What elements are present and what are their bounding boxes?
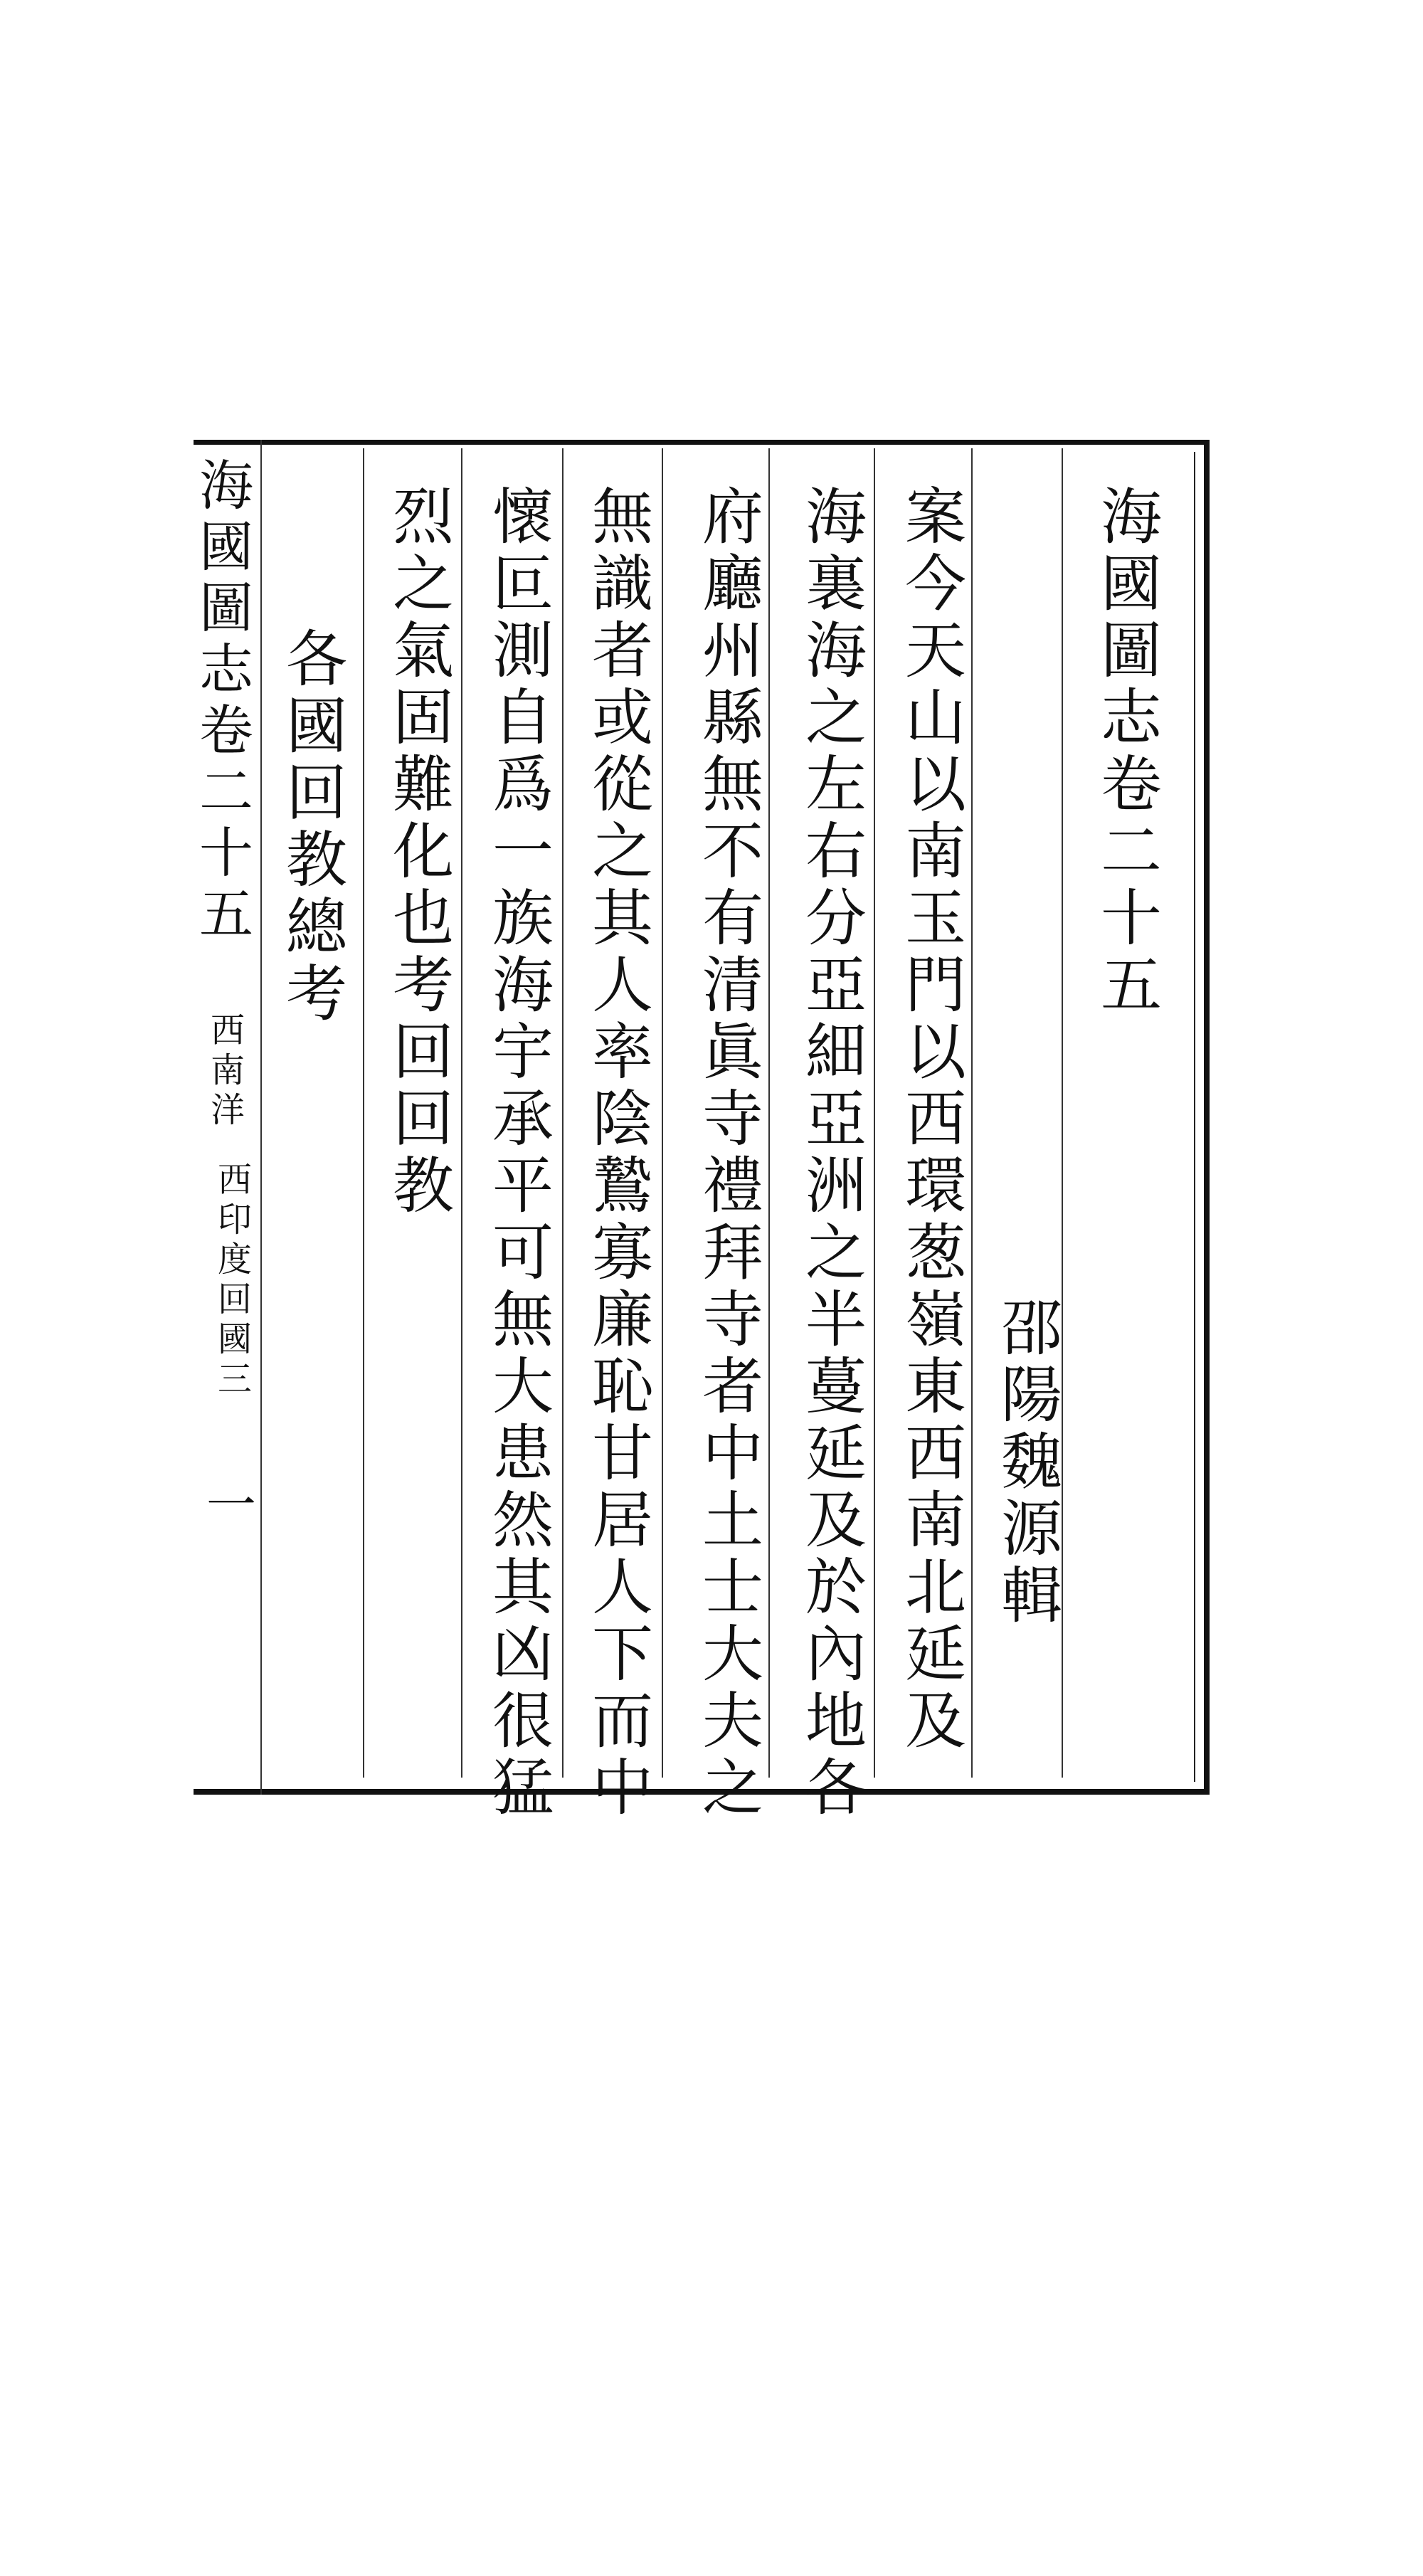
glyph: 回 <box>393 1017 454 1088</box>
glyph: 考 <box>286 959 347 1030</box>
text-line <box>384 484 462 1220</box>
glyph: 眞 <box>702 1017 763 1088</box>
glyph: 二 <box>1101 816 1162 887</box>
glyph: 陽 <box>1001 1360 1062 1431</box>
glyph: 西 <box>905 1418 966 1489</box>
glyph: 有 <box>702 883 763 954</box>
glyph: 門 <box>905 950 966 1021</box>
glyph: 平 <box>492 1151 554 1222</box>
glyph: 各 <box>286 624 347 695</box>
glyph: 嶺 <box>905 1284 966 1356</box>
glyph: 西 <box>905 1084 966 1155</box>
glyph: 難 <box>393 749 454 820</box>
glyph: 西 <box>210 1010 245 1050</box>
glyph: 地 <box>805 1686 867 1757</box>
glyph: 北 <box>905 1552 966 1623</box>
column-rule <box>662 448 663 1778</box>
text-column <box>896 484 975 1765</box>
glyph: 東 <box>905 1351 966 1422</box>
text-column <box>384 484 462 1765</box>
glyph: 凶 <box>492 1619 554 1690</box>
glyph: 今 <box>905 549 966 620</box>
margin-region-text <box>211 1010 245 1130</box>
glyph: 裏 <box>805 549 867 620</box>
glyph: 者 <box>702 1351 763 1422</box>
column-rule <box>363 448 364 1778</box>
glyph: 拜 <box>702 1218 763 1289</box>
glyph: 夫 <box>702 1686 763 1757</box>
glyph: 族 <box>492 883 554 954</box>
glyph: 邵 <box>1001 1293 1062 1364</box>
glyph: 大 <box>492 1351 554 1422</box>
glyph: 玉 <box>905 883 966 954</box>
section-heading-column <box>277 626 356 1907</box>
glyph: 大 <box>702 1619 763 1690</box>
glyph: 其 <box>592 883 653 954</box>
glyph: 案 <box>905 482 966 553</box>
glyph: 氣 <box>393 616 454 687</box>
margin-title-text <box>199 455 253 700</box>
glyph: 可 <box>492 1218 554 1289</box>
glyph: 考 <box>393 950 454 1021</box>
glyph: 恥 <box>592 1351 653 1422</box>
glyph: 海 <box>1101 482 1162 553</box>
glyph: 十 <box>199 821 253 885</box>
glyph: 寡 <box>592 1218 653 1289</box>
glyph: 叵 <box>492 549 554 620</box>
glyph: 總 <box>286 892 347 963</box>
glyph: 海 <box>805 616 867 687</box>
glyph: 承 <box>492 1084 554 1155</box>
glyph: 測 <box>492 616 554 687</box>
glyph: 回 <box>217 1279 252 1319</box>
glyph: 或 <box>592 682 653 754</box>
glyph: 圖 <box>199 576 253 640</box>
text-line <box>583 484 662 1822</box>
glyph: 南 <box>905 816 966 887</box>
glyph: 蔓 <box>805 1351 867 1422</box>
glyph: 宇 <box>492 1017 554 1088</box>
glyph: 三 <box>217 1359 252 1399</box>
page-number: 一 <box>206 1476 256 1534</box>
glyph: 左 <box>805 749 867 820</box>
author-line <box>993 1295 1071 1630</box>
glyph: 卷 <box>1101 749 1162 820</box>
glyph: 各 <box>805 1753 867 1824</box>
glyph: 人 <box>592 950 653 1021</box>
glyph: 也 <box>393 883 454 954</box>
margin-subsection <box>213 1160 256 1399</box>
glyph: 縣 <box>702 682 763 754</box>
glyph: 一 <box>492 816 554 887</box>
glyph: 教 <box>286 825 347 896</box>
glyph: 爲 <box>492 749 554 820</box>
glyph: 鷙 <box>592 1151 653 1222</box>
glyph: 分 <box>805 883 867 954</box>
glyph: 烈 <box>393 482 454 553</box>
glyph: 國 <box>286 691 347 762</box>
glyph: 以 <box>905 749 966 820</box>
glyph: 海 <box>805 482 867 553</box>
glyph: 以 <box>905 1017 966 1088</box>
glyph: 國 <box>1101 549 1162 620</box>
glyph: 無 <box>702 749 763 820</box>
glyph: 南 <box>905 1485 966 1556</box>
glyph: 源 <box>1001 1494 1062 1565</box>
glyph: 中 <box>592 1753 653 1824</box>
glyph: 之 <box>592 816 653 887</box>
glyph: 延 <box>805 1418 867 1489</box>
glyph: 從 <box>592 749 653 820</box>
glyph: 海 <box>199 454 253 517</box>
glyph: 廉 <box>592 1284 653 1356</box>
glyph: 寺 <box>702 1284 763 1356</box>
text-column <box>694 482 772 1824</box>
glyph: 延 <box>905 1619 966 1690</box>
glyph: 府 <box>702 482 763 553</box>
glyph: 內 <box>805 1619 867 1690</box>
glyph: 之 <box>702 1753 763 1824</box>
glyph: 五 <box>199 882 253 946</box>
glyph: 印 <box>217 1200 252 1240</box>
glyph: 之 <box>805 1218 867 1289</box>
glyph: 南 <box>210 1050 245 1090</box>
glyph: 清 <box>702 950 763 1021</box>
margin-region <box>206 1010 249 1130</box>
glyph: 很 <box>492 1686 554 1757</box>
glyph: 然 <box>492 1485 554 1556</box>
glyph: 二 <box>199 760 253 823</box>
glyph: 教 <box>393 1151 454 1222</box>
glyph: 洲 <box>805 1151 867 1222</box>
glyph: 國 <box>217 1319 252 1359</box>
glyph: 西 <box>217 1160 252 1200</box>
glyph: 識 <box>592 549 653 620</box>
glyph: 患 <box>492 1418 554 1489</box>
glyph: 無 <box>592 482 653 553</box>
glyph: 下 <box>592 1619 653 1690</box>
glyph: 其 <box>492 1552 554 1623</box>
glyph: 固 <box>393 682 454 754</box>
glyph: 居 <box>592 1485 653 1556</box>
glyph: 猛 <box>492 1753 554 1824</box>
glyph: 之 <box>805 682 867 754</box>
glyph: 洋 <box>210 1090 245 1130</box>
glyph: 魏 <box>1001 1427 1062 1498</box>
glyph: 細 <box>805 1017 867 1088</box>
volume-title-column <box>1092 484 1170 1765</box>
glyph: 之 <box>393 549 454 620</box>
glyph: 州 <box>702 616 763 687</box>
glyph: 中 <box>702 1418 763 1489</box>
text-column <box>797 482 875 1824</box>
text-line <box>896 484 975 1755</box>
glyph: 自 <box>492 682 554 754</box>
margin-book-title <box>198 455 255 945</box>
glyph: 天 <box>905 616 966 687</box>
glyph: 右 <box>805 816 867 887</box>
glyph: 土 <box>702 1485 763 1556</box>
glyph: 不 <box>702 816 763 887</box>
glyph: 寺 <box>702 1084 763 1155</box>
glyph: 國 <box>199 515 253 579</box>
glyph: 及 <box>805 1485 867 1556</box>
glyph: 環 <box>905 1151 966 1222</box>
glyph: 亞 <box>805 1084 867 1155</box>
glyph: 及 <box>905 1686 966 1757</box>
glyph: 者 <box>592 616 653 687</box>
glyph: 半 <box>805 1284 867 1356</box>
glyph: 回 <box>286 758 347 829</box>
glyph: 海 <box>492 950 554 1021</box>
glyph: 回 <box>393 1084 454 1155</box>
text-column <box>484 482 562 1824</box>
text-line <box>484 484 562 1822</box>
glyph: 懷 <box>492 482 554 553</box>
glyph: 陰 <box>592 1084 653 1155</box>
glyph: 圖 <box>1101 616 1162 687</box>
section-heading <box>277 626 356 1028</box>
text-line <box>797 484 875 1822</box>
glyph: 輯 <box>1001 1561 1062 1632</box>
glyph: 率 <box>592 1017 653 1088</box>
glyph: 十 <box>1101 883 1162 954</box>
margin-subsection-text <box>218 1160 252 1399</box>
glyph: 卷 <box>199 699 253 762</box>
glyph: 度 <box>217 1240 252 1279</box>
glyph: 士 <box>702 1552 763 1623</box>
column-rule <box>562 448 564 1778</box>
glyph: 志 <box>1101 682 1162 754</box>
glyph: 亞 <box>805 950 867 1021</box>
glyph: 於 <box>805 1552 867 1623</box>
text-line <box>694 484 772 1822</box>
volume-title <box>1092 484 1170 1019</box>
glyph: 無 <box>492 1284 554 1356</box>
glyph: 人 <box>592 1552 653 1623</box>
glyph: 志 <box>199 638 253 701</box>
author-column <box>993 1295 1071 2576</box>
glyph: 葱 <box>905 1218 966 1289</box>
glyph: 山 <box>905 682 966 754</box>
text-column <box>583 482 662 1824</box>
glyph: 禮 <box>702 1151 763 1222</box>
glyph: 五 <box>1101 950 1162 1021</box>
glyph: 廳 <box>702 549 763 620</box>
margin-volume-text <box>199 700 253 945</box>
glyph: 化 <box>393 816 454 887</box>
glyph: 甘 <box>592 1418 653 1489</box>
glyph: 而 <box>592 1686 653 1757</box>
